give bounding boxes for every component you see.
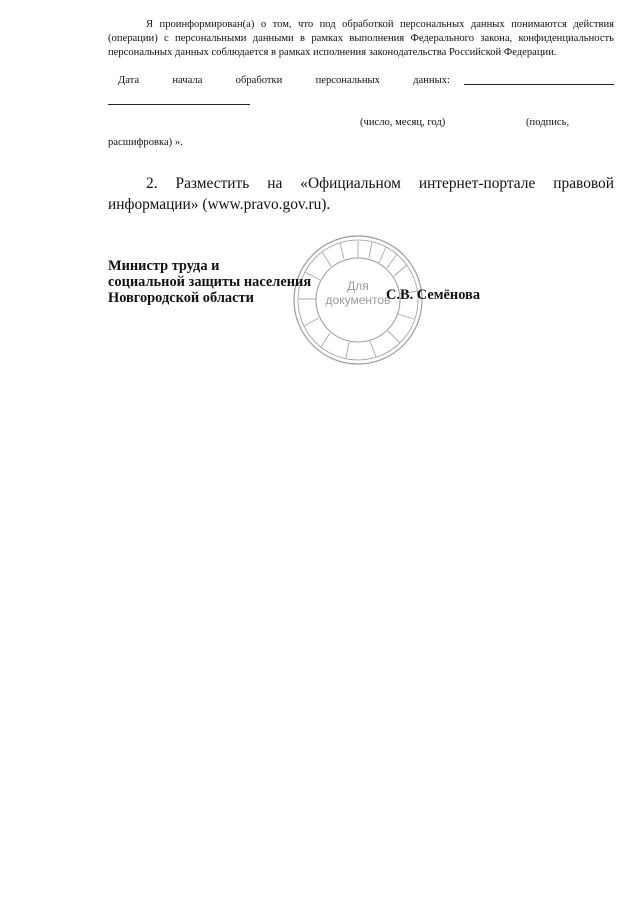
signature-caption: (подпись, <box>526 117 570 128</box>
point-two-paragraph: 2. Разместить на «Официальном интернет-портале правовой информации» (www.pravo.gov.ru). <box>108 175 614 213</box>
date-word: обработки <box>235 75 283 86</box>
signature-blank-line <box>108 104 250 105</box>
signatory-title-line: социальной защиты населения <box>108 274 312 290</box>
signatory-title <box>108 258 311 306</box>
processing-date-line <box>108 74 614 88</box>
signatory-title-line: Министр труда и <box>108 258 220 274</box>
date-word: персональных <box>315 75 380 86</box>
date-caption: (число, месяц, год) <box>360 117 446 128</box>
consent-block <box>108 18 614 148</box>
signatory-title-line: Новгородской области <box>108 290 254 306</box>
date-blank-line <box>464 74 614 85</box>
decode-caption: расшифровка) ». <box>108 137 183 148</box>
date-word: данных: <box>413 75 450 86</box>
date-word: начала <box>172 75 203 86</box>
signatory-name: С.В. Семёнова <box>386 287 481 303</box>
processing-date-label <box>108 74 450 88</box>
consent-paragraph: Я проинформирован(а) о том, что под обработкой персональных данных понимаются действия (операции) с персональными данными в рамках выполнения Федерального закона, конфиденциальность персональных данных соблюдается в рамках исполнения законодательства Российской Федерации. <box>108 19 614 58</box>
stamp-center-text: документов <box>325 293 391 307</box>
date-word: Дата <box>118 75 140 86</box>
stamp-center-text: Для <box>347 279 369 293</box>
